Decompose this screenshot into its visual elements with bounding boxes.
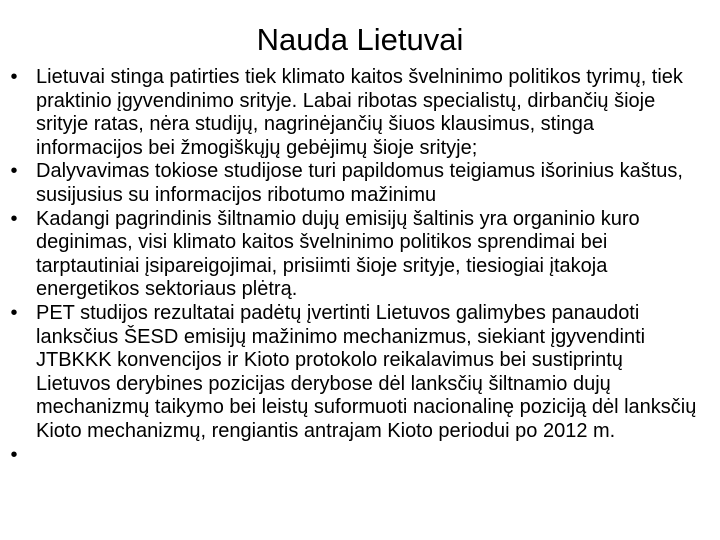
bullet-text: Kadangi pagrindinis šiltnamio dujų emisijų šaltinis yra organinio kuro deginimas, visi klimato kaitos švelninimo politikos sprendimai bei tarptautiniai įsipareigojimai, prisiimti šioje srityje, tiesiogiai įtakoja energetikos sektoriaus plėtrą. xyxy=(36,207,640,301)
bullet-icon: • xyxy=(10,66,18,88)
bullet-item xyxy=(0,208,720,302)
bullet-item xyxy=(0,160,720,207)
bullet-text: PET studijos rezultatai padėtų įvertinti Lietuvos galimybes panaudoti lanksčius ŠESD emisijų mažinimo mechanizmus, siekiant įgyvendinti JTBKKK konvencijos ir Kioto protokolo reikalavimus bei sustiprintų Lietuvos derybines pozicijas derybose dėl lanksčių šiltnamio dujų mechanizmų taikymo bei leistų suformuoti nacionalinę poziciją dėl lanksčių Kioto mechanizmų, rengiantis antrajam Kioto periodui po 2012 m. xyxy=(36,301,697,442)
bullet-list xyxy=(0,66,720,466)
bullet-icon: • xyxy=(10,443,18,466)
bullet-icon: • xyxy=(10,160,18,183)
bullet-item xyxy=(0,302,720,444)
bullet-item xyxy=(0,66,720,160)
slide-title: Nauda Lietuvai xyxy=(256,22,464,57)
bullet-text: Lietuvai stinga patirties tiek klimato kaitos švelninimo politikos tyrimų, tiek praktinio įgyvendinimo srityje. Labai ribotas specialistų, dirbančių šioje srityje ratas, nėra studijų, nagrinėjančių šiuos klausimus, stinga informacijos bei žmogiškųjų gebėjimų šioje srityje; xyxy=(36,66,683,159)
bullet-icon: • xyxy=(10,207,18,230)
bullet-text: Dalyvavimas tokiose studijose turi papildomus teigiamus išorinius kaštus, susijusius su informacijos ribotumo mažinimu xyxy=(36,160,683,206)
bullet-icon: • xyxy=(10,301,18,324)
